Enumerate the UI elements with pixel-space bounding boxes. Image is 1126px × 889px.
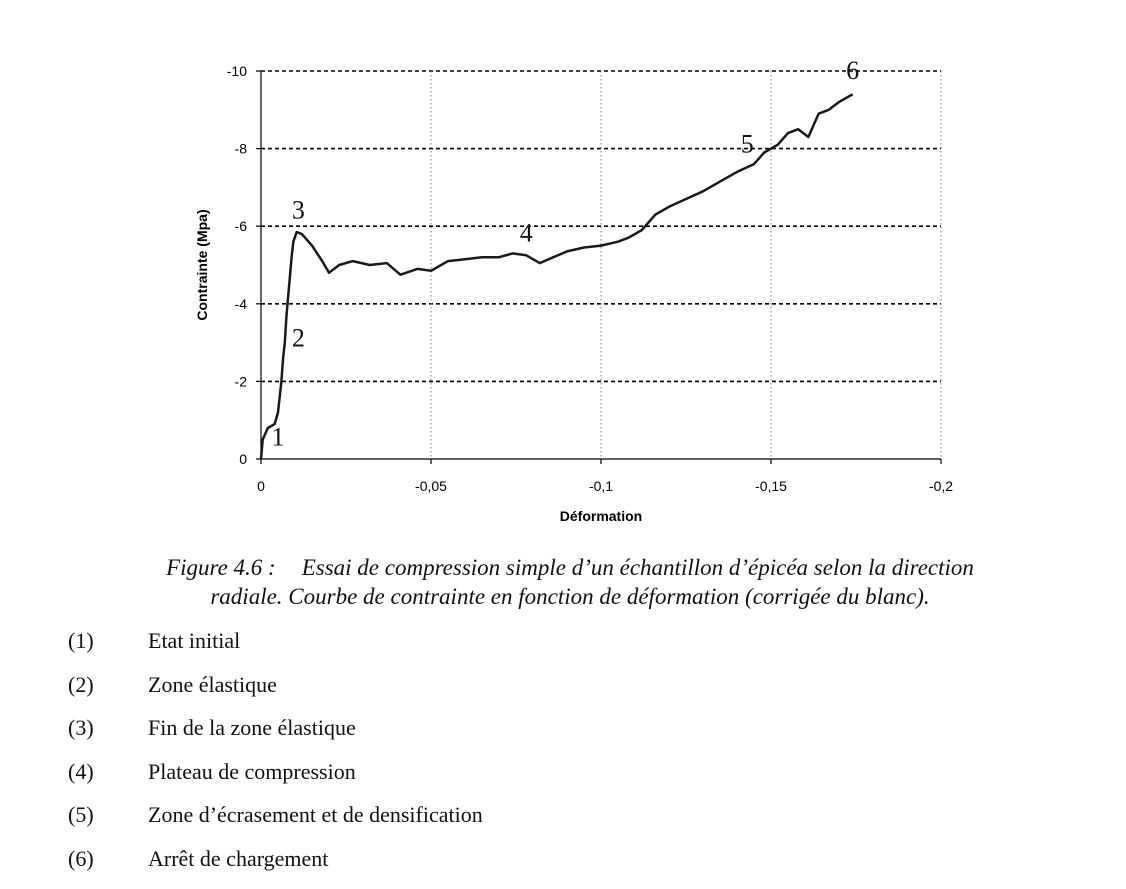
legend-item bbox=[68, 628, 483, 672]
x-tick-label: -0,05 bbox=[415, 478, 447, 494]
legend-text: Plateau de compression bbox=[148, 759, 356, 785]
x-axis-label: Déformation bbox=[560, 508, 642, 524]
legend-number: (6) bbox=[68, 846, 148, 872]
legend-item bbox=[68, 802, 483, 846]
y-tick-label: 0 bbox=[239, 451, 247, 467]
legend-number: (4) bbox=[68, 759, 148, 785]
plot-axes bbox=[256, 71, 941, 464]
y-axis-label: Contrainte (Mpa) bbox=[194, 209, 210, 320]
legend-number: (5) bbox=[68, 802, 148, 828]
legend-item bbox=[68, 759, 483, 803]
tick-labels bbox=[227, 63, 954, 494]
x-tick-label: -0,15 bbox=[755, 478, 787, 494]
legend-text: Arrêt de chargement bbox=[148, 846, 328, 872]
zone-marker: 4 bbox=[520, 219, 533, 248]
y-tick-label: -2 bbox=[235, 373, 248, 389]
x-tick-label: -0,2 bbox=[929, 478, 953, 494]
y-tick-label: -10 bbox=[227, 63, 247, 79]
figure-caption bbox=[60, 553, 1080, 611]
y-tick-label: -4 bbox=[235, 296, 248, 312]
legend-number: (2) bbox=[68, 672, 148, 698]
caption-line-2: radiale. Courbe de contrainte en fonction de déformation (corrigée du blanc). bbox=[60, 582, 1080, 611]
legend-item bbox=[68, 846, 483, 889]
zone-marker: 3 bbox=[292, 195, 305, 224]
legend-number: (1) bbox=[68, 628, 148, 654]
x-tick-label: 0 bbox=[257, 478, 265, 494]
zone-marker: 5 bbox=[741, 129, 754, 158]
zone-marker: 1 bbox=[272, 422, 285, 451]
legend-text: Fin de la zone élastique bbox=[148, 715, 356, 741]
legend-number: (3) bbox=[68, 715, 148, 741]
caption-line-1 bbox=[60, 553, 1080, 582]
legend-text: Zone d’écrasement et de densification bbox=[148, 802, 483, 828]
zone-legend bbox=[68, 628, 483, 889]
x-tick-label: -0,1 bbox=[589, 478, 613, 494]
legend-text: Zone élastique bbox=[148, 672, 277, 698]
zone-marker: 2 bbox=[292, 323, 305, 352]
grid-lines bbox=[261, 71, 941, 459]
caption-text-1: Essai de compression simple d’un échantillon d’épicéa selon la direction bbox=[302, 555, 974, 580]
legend-text: Etat initial bbox=[148, 628, 240, 654]
caption-label: Figure 4.6 : bbox=[166, 555, 276, 580]
legend-item bbox=[68, 715, 483, 759]
y-tick-label: -8 bbox=[235, 141, 248, 157]
legend-item bbox=[68, 672, 483, 716]
y-tick-label: -6 bbox=[235, 218, 248, 234]
zone-marker: 6 bbox=[846, 56, 859, 85]
